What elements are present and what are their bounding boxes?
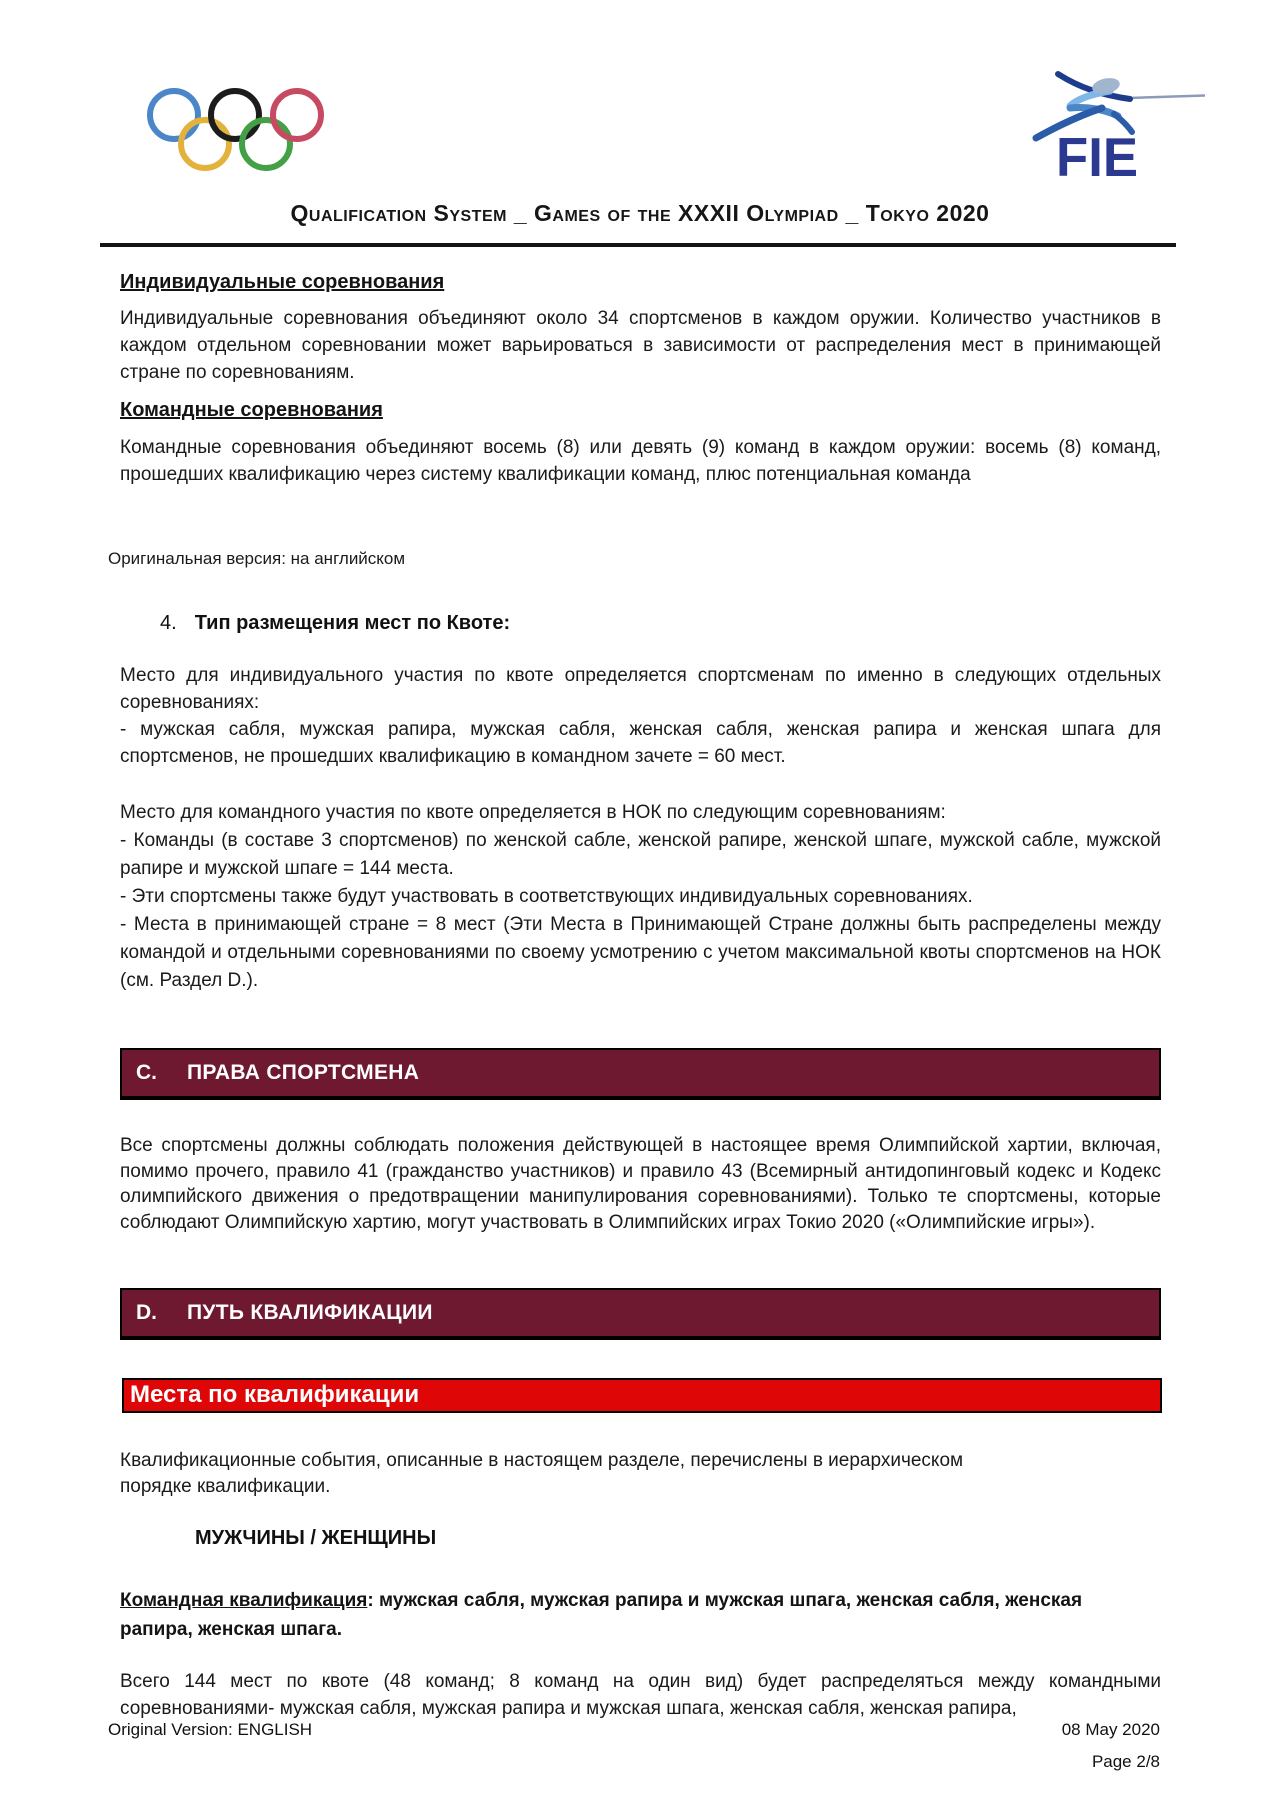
total-quota-paragraph: Всего 144 мест по квоте (48 команд; 8 команд на один вид) будет распределяться между командными соревнованиями- мужская сабля, мужская рапира и мужская шпага, женская сабля, женская рапира, [120,1671,1161,1719]
team-events-heading: Командные соревнования [120,399,383,421]
team-qualification-weapons: : мужская сабля, мужская рапира и мужская шпага, женская сабля, женская рапира, женская шпага. [120,1590,1083,1640]
section-d-title: ПУТЬ КВАЛИФИКАЦИИ [187,1301,433,1324]
quota-team-block [120,799,1161,995]
footer-date: 08 May 2020 [1061,1720,1160,1739]
individual-events-heading: Индивидуальные соревнования [120,271,445,293]
page-title: Qualification System _ Games of the XXXII Olympiad _ Tokyo 2020 [290,200,990,226]
olympic-rings-icon [147,85,325,173]
original-version-note: Оригинальная версия: на английском [108,549,406,568]
team-qualification-label: Командная квалификация [120,1590,368,1611]
team-events-paragraph: Командные соревнования объединяют восемь (8) или девять (9) команд в каждом оружии: восемь (8) команд, прошедших квалификацию через систему квалификации команд, плюс потенциальная команда [120,437,1161,485]
footer-page-number: Page 2/8 [1091,1752,1160,1771]
title-divider [100,243,1176,247]
qualification-places-banner: Места по квалификации [122,1378,1162,1413]
paragraph: Место для индивидуального участия по квоте определяется спортсменам по именно в следующих отдельных соревнованиях: [120,665,1161,713]
footer-original-version: Original Version: ENGLISH [108,1720,313,1739]
individual-events-paragraph: Индивидуальные соревнования объединяют около 34 спортсменов в каждом оружии. Количество участников в каждом отдельном соревновании может варьироваться в зависимости от распределения мест в принимающей стране по соревнованиям. [120,308,1161,383]
paragraph: Место для командного участия по квоте определяется в НОК по следующим соревнованиям: [120,802,946,823]
section-c-banner [120,1048,1161,1100]
section4-heading [160,612,510,635]
fie-logo-icon [1030,62,1206,186]
men-women-heading: МУЖЧИНЫ / ЖЕНЩИНЫ [195,1527,437,1549]
quota-individual-block [120,662,1161,770]
section-c-letter: C. [136,1061,157,1084]
section4-title: Тип размещения мест по Квоте: [194,612,511,634]
paragraph: - Места в принимающей стране = 8 мест (Эти Места в Принимающей Стране должны быть распределены между командой и отдельными соревнованиями по своему усмотрению с учетом максимальной квоты спортсменов на НОК (см. Раздел D.). [120,914,1161,991]
athlete-rights-paragraph: Все спортсмены должны соблюдать положения действующей в настоящее время Олимпийской хартии, включая, помимо прочего, правило 41 (гражданство участников) и правило 43 (Всемирный антидопинговый кодекс и Кодекс олимпийского движения о предотвращении манипулирования соревнованиями). Только те спортсмены, которые соблюдают Олимпийскую хартию, могут участвовать в Олимпийских играх Токио 2020 («Олимпийские игры»). [120,1135,1161,1233]
section4-number: 4. [160,612,177,634]
team-qualification-heading [120,1586,1135,1644]
paragraph: - Команды (в составе 3 спортсменов) по женской сабле, женской рапире, женской шпаге, мужской сабле, мужской рапире и мужской шпаге = 144 места. [120,830,1161,879]
section-d-banner [120,1288,1161,1340]
qualification-order-paragraph: Квалификационные события, описанные в настоящем разделе, перечислены в иерархическом порядке квалификации. [120,1450,964,1497]
fie-wordmark: FIE [1056,126,1138,186]
paragraph: - Эти спортсмены также будут участвовать в соответствующих индивидуальных соревнованиях. [120,886,973,907]
fie-blade-icon [1128,96,1205,99]
paragraph: - мужская сабля, мужская рапира, мужская сабля, женская сабля, женская рапира и женская шпага для спортсменов, не прошедших квалификацию в командном зачете = 60 мест. [120,719,1161,767]
section-d-letter: D. [136,1301,157,1324]
section-c-title: ПРАВА СПОРТСМЕНА [187,1061,420,1084]
